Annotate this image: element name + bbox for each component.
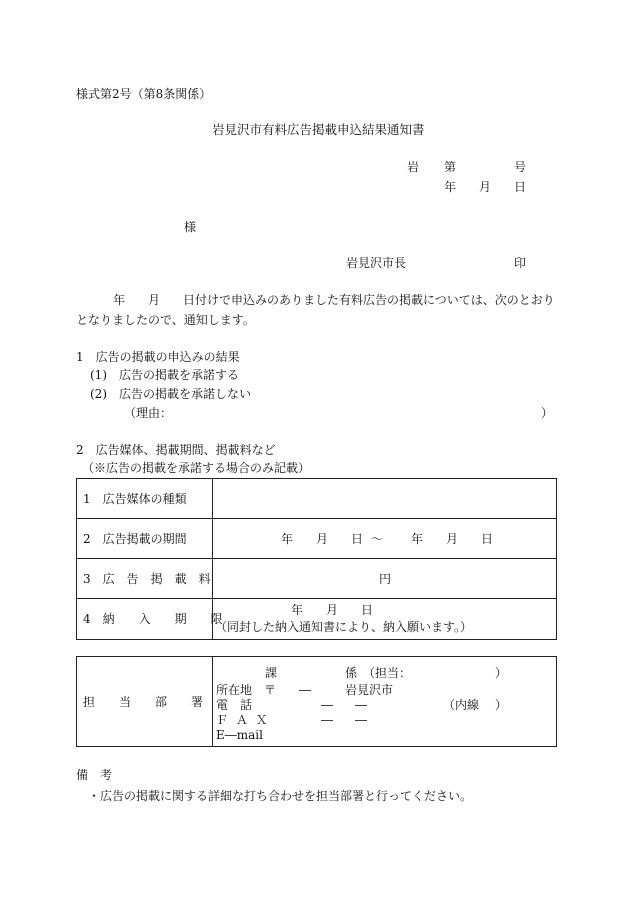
form-number-label: 様式第2号（第8条関係） bbox=[76, 87, 212, 101]
mayor-label: 岩見沢市長 bbox=[346, 256, 407, 270]
email-label: E―mail bbox=[216, 728, 263, 742]
period-tilde: ～ bbox=[371, 532, 384, 546]
period-end-year: 年 bbox=[411, 532, 424, 546]
table-row bbox=[77, 519, 557, 559]
address-dash: ― bbox=[299, 683, 311, 697]
table-row bbox=[77, 559, 557, 599]
row-label-due-date: 4 納 入 期 限 bbox=[77, 599, 213, 640]
period-start-year: 年 bbox=[281, 532, 294, 546]
period-value bbox=[213, 519, 557, 559]
date-year: 年 bbox=[444, 180, 457, 194]
section1-heading: 1 広告の掲載の申込みの結果 bbox=[76, 350, 240, 364]
seal-mark: 印 bbox=[514, 256, 527, 270]
body-year: 年 bbox=[113, 293, 126, 307]
ref-dai: 第 bbox=[444, 160, 457, 174]
due-note: （同封した納入通知書により、納入願います。） bbox=[215, 620, 473, 634]
body-line1: 日付けで申込みのありました有料広告の掲載については、次のとおり bbox=[183, 293, 555, 307]
contact-tanto-close: ） bbox=[495, 666, 508, 680]
tel-dash-1: ― bbox=[321, 698, 333, 712]
period-start-month: 月 bbox=[316, 532, 329, 546]
remarks-item: ・広告の掲載に関する詳細な打ち合わせを担当部署と行ってください。 bbox=[88, 789, 473, 803]
reason-open: （理由： bbox=[124, 406, 173, 420]
remarks-heading: 備 考 bbox=[76, 768, 113, 782]
table-row bbox=[77, 479, 557, 519]
addressee-sama: 様 bbox=[184, 220, 197, 234]
reason-close: ） bbox=[541, 406, 554, 420]
media-type-value bbox=[213, 479, 557, 519]
period-end-month: 月 bbox=[446, 532, 459, 546]
period-start-day: 日 bbox=[351, 532, 364, 546]
fax-dash-2: ― bbox=[355, 713, 367, 727]
document-title: 岩見沢市有料広告掲載申込結果通知書 bbox=[212, 122, 425, 137]
ad-details-table bbox=[76, 478, 557, 640]
period-end-day: 日 bbox=[481, 532, 494, 546]
table-row bbox=[77, 657, 557, 747]
due-year: 年 bbox=[291, 603, 304, 617]
row-label-media-type: 1 広告媒体の種類 bbox=[77, 479, 213, 519]
address-label: 所在地 〒 bbox=[216, 683, 277, 697]
tel-dash-2: ― bbox=[355, 698, 367, 712]
table-row bbox=[77, 599, 557, 640]
body-line2: となりましたので、通知します。 bbox=[76, 313, 255, 327]
date-month: 月 bbox=[479, 180, 492, 194]
section2-heading: 2 広告媒体、掲載期間、掲載料など bbox=[76, 443, 276, 457]
contact-dept-label: 担 当 部 署 bbox=[77, 657, 213, 747]
fee-value bbox=[213, 559, 557, 599]
fax-label: Ｆ Ａ Ｘ bbox=[216, 713, 270, 727]
due-day: 日 bbox=[361, 603, 374, 617]
fee-yen: 円 bbox=[379, 572, 392, 586]
contact-kakari: 係 （担当： bbox=[345, 666, 412, 680]
date-day: 日 bbox=[514, 180, 527, 194]
contact-details bbox=[213, 657, 557, 747]
address-city: 岩見沢市 bbox=[345, 683, 394, 697]
naisen-open: （内線 bbox=[443, 698, 480, 712]
naisen-close: ） bbox=[495, 698, 508, 712]
due-date-value bbox=[213, 599, 557, 640]
contact-table bbox=[76, 656, 557, 747]
ref-go: 号 bbox=[514, 160, 527, 174]
row-label-fee: 3 広 告 掲 載 料 bbox=[77, 559, 213, 599]
tel-label: 電 話 bbox=[216, 698, 253, 712]
ref-iwa: 岩 bbox=[407, 160, 420, 174]
fax-dash-1: ― bbox=[321, 713, 333, 727]
section1-item1: (1) 広告の掲載を承諾する bbox=[90, 368, 239, 382]
contact-ka: 課 bbox=[265, 666, 278, 680]
row-label-period: 2 広告掲載の期間 bbox=[77, 519, 213, 559]
due-month: 月 bbox=[326, 603, 339, 617]
section1-item2: (2) 広告の掲載を承諾しない bbox=[90, 387, 251, 401]
body-month: 月 bbox=[148, 293, 161, 307]
section2-note: （※広告の掲載を承諾する場合のみ記載） bbox=[82, 461, 311, 475]
